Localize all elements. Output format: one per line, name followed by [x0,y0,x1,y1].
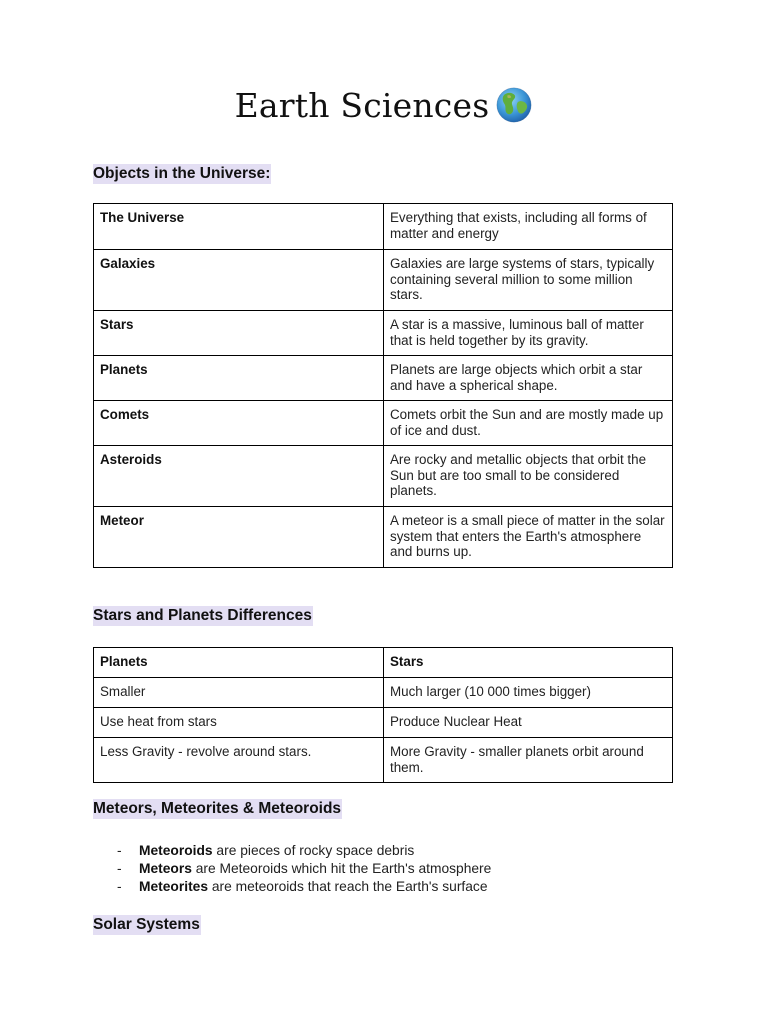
term-cell: Galaxies [94,250,384,311]
list-item-term: Meteors [139,861,192,877]
list-item-text: are meteoroids that reach the Earth's surface [208,879,488,895]
term-cell: The Universe [94,204,384,250]
list-item-text: are Meteoroids which hit the Earth's atmosphere [191,861,492,877]
definition-cell: Planets are large objects which orbit a star and have a spherical shape. [384,356,673,401]
definition-cell: Are rocky and metallic objects that orbit the Sun but are too small to be considered planets. [384,446,673,507]
stars-cell: Produce Nuclear Heat [384,708,673,738]
globe-earth-icon [495,86,533,124]
list-item-term: Meteoroids [139,843,213,858]
definition-cell: Comets orbit the Sun and are mostly made up of ice and dust. [384,401,673,446]
page-title [0,86,768,125]
section-heading-solar: Solar Systems [93,916,200,933]
list-item [117,860,491,878]
section-heading-meteors: Meteors, Meteorites & Meteoroids [93,800,342,817]
table-row [94,507,673,568]
column-header-stars: Stars [384,648,673,678]
list-item-term: Meteorites [139,879,209,895]
list-item [117,878,491,896]
definition-cell: Galaxies are large systems of stars, typically containing several million to some million stars. [384,250,673,311]
term-cell: Asteroids [94,446,384,507]
term-cell: Meteor [94,507,384,568]
definition-cell: A star is a massive, luminous ball of matter that is held together by its gravity. [384,311,673,356]
table-row [94,250,673,311]
term-cell: Comets [94,401,384,446]
term-cell: Planets [94,356,384,401]
stars-cell: Much larger (10 000 times bigger) [384,678,673,708]
section-heading-differences: Stars and Planets Differences [93,607,312,624]
differences-table [93,647,673,783]
meteors-list [117,842,491,897]
list-dash: - [117,843,122,858]
table-row [94,678,673,708]
stars-cell: More Gravity - smaller planets orbit around them. [384,738,673,783]
definition-cell: Everything that exists, including all forms of matter and energy [384,204,673,250]
table-row [94,738,673,783]
list-item [117,842,491,860]
planets-cell: Smaller [94,678,384,708]
table-header-row [94,648,673,678]
table-row [94,356,673,401]
table-row [94,401,673,446]
list-dash: - [117,861,122,877]
section-heading-objects: Objects in the Universe: [93,165,271,182]
objects-table [93,203,673,568]
column-header-planets: Planets [94,648,384,678]
definition-cell: A meteor is a small piece of matter in the solar system that enters the Earth's atmosphere and burns up. [384,507,673,568]
table-row [94,708,673,738]
planets-cell: Use heat from stars [94,708,384,738]
table-row [94,446,673,507]
list-dash: - [117,879,122,895]
term-cell: Stars [94,311,384,356]
planets-cell: Less Gravity - revolve around stars. [94,738,384,783]
table-row [94,204,673,250]
page-title-text: Earth Sciences [234,86,490,125]
list-item-text: are pieces of rocky space debris [212,843,415,858]
table-row [94,311,673,356]
